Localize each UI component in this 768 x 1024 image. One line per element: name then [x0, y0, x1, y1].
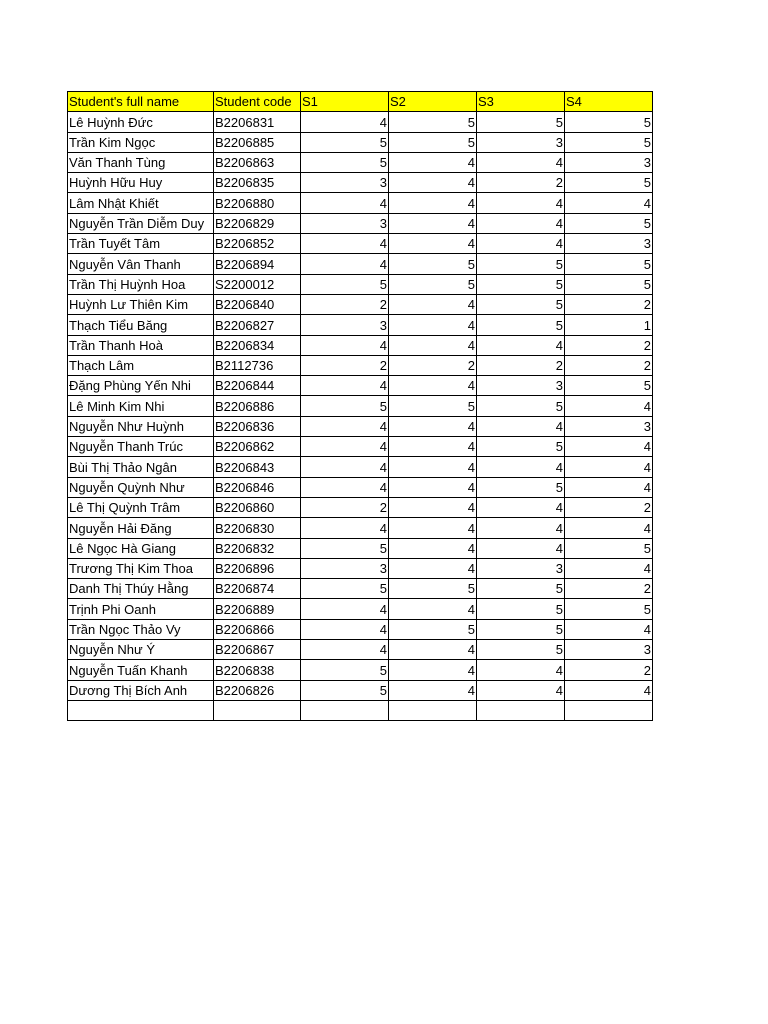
cell-s4[interactable]: 4 [565, 193, 653, 213]
cell-s3[interactable]: 5 [477, 477, 565, 497]
cell-s2[interactable]: 5 [389, 254, 477, 274]
cell-s4[interactable]: 4 [565, 396, 653, 416]
cell-s2[interactable]: 4 [389, 680, 477, 700]
cell-s1[interactable]: 4 [301, 112, 389, 132]
cell-s2[interactable]: 5 [389, 619, 477, 639]
cell-s3[interactable]: 4 [477, 416, 565, 436]
cell-s1[interactable]: 4 [301, 477, 389, 497]
cell-s2[interactable]: 5 [389, 132, 477, 152]
cell-full-name[interactable]: Văn Thanh Tùng [68, 152, 214, 172]
cell-s4[interactable]: 5 [565, 538, 653, 558]
cell-student-code[interactable]: B2206852 [214, 234, 301, 254]
cell-s1[interactable]: 3 [301, 558, 389, 578]
cell-s1[interactable]: 4 [301, 335, 389, 355]
cell-full-name[interactable]: Lê Minh Kim Nhi [68, 396, 214, 416]
cell-s1[interactable]: 4 [301, 599, 389, 619]
cell-s3[interactable]: 5 [477, 396, 565, 416]
cell-s3[interactable]: 2 [477, 355, 565, 375]
table-row [68, 152, 653, 172]
table-row [68, 335, 653, 355]
cell-full-name[interactable]: Trần Tuyết Tâm [68, 234, 214, 254]
cell-s3[interactable]: 5 [477, 112, 565, 132]
student-scores-table [67, 91, 653, 721]
cell-student-code[interactable] [214, 700, 301, 720]
cell-full-name[interactable] [68, 700, 214, 720]
cell-s4[interactable]: 5 [565, 274, 653, 294]
table-row [68, 213, 653, 233]
table-row [68, 680, 653, 700]
cell-s3[interactable]: 4 [477, 497, 565, 517]
cell-student-code[interactable]: B2112736 [214, 355, 301, 375]
cell-s4[interactable]: 5 [565, 132, 653, 152]
cell-s1[interactable]: 4 [301, 193, 389, 213]
cell-s2[interactable]: 5 [389, 112, 477, 132]
cell-full-name[interactable]: Trần Kim Ngọc [68, 132, 214, 152]
cell-full-name[interactable]: Bùi Thị Thảo Ngân [68, 457, 214, 477]
cell-s3[interactable]: 5 [477, 437, 565, 457]
cell-s1[interactable]: 5 [301, 680, 389, 700]
table-row [68, 579, 653, 599]
cell-student-code[interactable]: S2200012 [214, 274, 301, 294]
cell-full-name[interactable]: Danh Thị Thúy Hằng [68, 579, 214, 599]
cell-s3[interactable]: 4 [477, 335, 565, 355]
cell-s1[interactable] [301, 700, 389, 720]
table-row [68, 274, 653, 294]
cell-s3[interactable]: 4 [477, 680, 565, 700]
cell-student-code[interactable]: B2206867 [214, 640, 301, 660]
cell-s1[interactable]: 5 [301, 152, 389, 172]
cell-student-code[interactable]: B2206834 [214, 335, 301, 355]
header-cell-s1[interactable]: S1 [301, 92, 389, 112]
cell-s3[interactable] [477, 700, 565, 720]
cell-s4[interactable]: 3 [565, 416, 653, 436]
cell-s2[interactable]: 4 [389, 457, 477, 477]
table-row [68, 234, 653, 254]
cell-s4[interactable]: 2 [565, 355, 653, 375]
cell-s3[interactable]: 5 [477, 294, 565, 314]
cell-student-code[interactable]: B2206880 [214, 193, 301, 213]
cell-s1[interactable]: 4 [301, 254, 389, 274]
cell-s2[interactable]: 4 [389, 660, 477, 680]
table-row [68, 294, 653, 314]
cell-student-code[interactable]: B2206836 [214, 416, 301, 436]
cell-s3[interactable]: 5 [477, 254, 565, 274]
cell-s1[interactable]: 5 [301, 538, 389, 558]
table-row [68, 640, 653, 660]
cell-s4[interactable]: 4 [565, 518, 653, 538]
table-row [68, 558, 653, 578]
table-row [68, 355, 653, 375]
cell-s3[interactable]: 3 [477, 376, 565, 396]
cell-student-code[interactable]: B2206866 [214, 619, 301, 639]
cell-s2[interactable]: 4 [389, 152, 477, 172]
cell-student-code[interactable]: B2206886 [214, 396, 301, 416]
header-cell-s3[interactable]: S3 [477, 92, 565, 112]
table-row [68, 477, 653, 497]
cell-s2[interactable]: 4 [389, 376, 477, 396]
cell-s2[interactable]: 4 [389, 193, 477, 213]
cell-student-code[interactable]: B2206838 [214, 660, 301, 680]
cell-s2[interactable]: 4 [389, 640, 477, 660]
cell-student-code[interactable]: B2206826 [214, 680, 301, 700]
table-row [68, 700, 653, 720]
cell-s4[interactable]: 4 [565, 477, 653, 497]
cell-s3[interactable]: 5 [477, 619, 565, 639]
cell-full-name[interactable]: Nguyễn Như Ý [68, 640, 214, 660]
cell-student-code[interactable]: B2206885 [214, 132, 301, 152]
cell-s4[interactable]: 3 [565, 152, 653, 172]
table-row [68, 416, 653, 436]
cell-s2[interactable]: 4 [389, 335, 477, 355]
cell-student-code[interactable]: B2206843 [214, 457, 301, 477]
table-row [68, 437, 653, 457]
cell-s1[interactable]: 5 [301, 396, 389, 416]
cell-s3[interactable]: 3 [477, 558, 565, 578]
cell-s2[interactable]: 4 [389, 477, 477, 497]
cell-full-name[interactable]: Trương Thị Kim Thoa [68, 558, 214, 578]
cell-s1[interactable]: 5 [301, 660, 389, 680]
cell-s2[interactable]: 4 [389, 213, 477, 233]
cell-s2[interactable]: 4 [389, 416, 477, 436]
cell-full-name[interactable]: Huỳnh Lư Thiên Kim [68, 294, 214, 314]
cell-student-code[interactable]: B2206830 [214, 518, 301, 538]
cell-student-code[interactable]: B2206889 [214, 599, 301, 619]
cell-s3[interactable]: 2 [477, 173, 565, 193]
cell-s4[interactable]: 5 [565, 376, 653, 396]
cell-s1[interactable]: 3 [301, 173, 389, 193]
cell-s2[interactable]: 5 [389, 274, 477, 294]
cell-full-name[interactable]: Huỳnh Hữu Huy [68, 173, 214, 193]
cell-full-name[interactable]: Thạch Tiểu Băng [68, 315, 214, 335]
cell-student-code[interactable]: B2206831 [214, 112, 301, 132]
cell-s2[interactable]: 4 [389, 518, 477, 538]
cell-s1[interactable]: 4 [301, 416, 389, 436]
cell-s4[interactable]: 5 [565, 213, 653, 233]
table-row [68, 599, 653, 619]
cell-s4[interactable]: 1 [565, 315, 653, 335]
cell-full-name[interactable]: Trần Ngọc Thảo Vy [68, 619, 214, 639]
cell-student-code[interactable]: B2206829 [214, 213, 301, 233]
cell-s1[interactable]: 4 [301, 437, 389, 457]
cell-s4[interactable]: 3 [565, 234, 653, 254]
header-cell-full-name[interactable]: Student's full name [68, 92, 214, 112]
cell-s3[interactable]: 4 [477, 457, 565, 477]
cell-s2[interactable]: 4 [389, 558, 477, 578]
table-row [68, 660, 653, 680]
cell-s2[interactable]: 2 [389, 355, 477, 375]
cell-s1[interactable]: 2 [301, 355, 389, 375]
cell-s2[interactable]: 4 [389, 437, 477, 457]
cell-s3[interactable]: 5 [477, 599, 565, 619]
cell-full-name[interactable]: Trần Thị Huỳnh Hoa [68, 274, 214, 294]
cell-full-name[interactable]: Thạch Lâm [68, 355, 214, 375]
cell-full-name[interactable]: Lê Thị Quỳnh Trâm [68, 497, 214, 517]
cell-s2[interactable]: 4 [389, 234, 477, 254]
cell-s2[interactable]: 5 [389, 579, 477, 599]
cell-s4[interactable]: 2 [565, 579, 653, 599]
cell-full-name[interactable]: Trần Thanh Hoà [68, 335, 214, 355]
cell-s2[interactable]: 4 [389, 497, 477, 517]
cell-s1[interactable]: 4 [301, 518, 389, 538]
cell-student-code[interactable]: B2206894 [214, 254, 301, 274]
table-row [68, 315, 653, 335]
cell-s3[interactable]: 3 [477, 132, 565, 152]
cell-s4[interactable]: 5 [565, 254, 653, 274]
cell-student-code[interactable]: B2206840 [214, 294, 301, 314]
table-row [68, 396, 653, 416]
cell-student-code[interactable]: B2206874 [214, 579, 301, 599]
cell-s2[interactable] [389, 700, 477, 720]
cell-s2[interactable]: 4 [389, 599, 477, 619]
table-row [68, 376, 653, 396]
cell-full-name[interactable]: Nguyễn Hải Đăng [68, 518, 214, 538]
cell-s1[interactable]: 4 [301, 619, 389, 639]
table-row [68, 518, 653, 538]
cell-s1[interactable]: 5 [301, 274, 389, 294]
cell-s4[interactable]: 2 [565, 294, 653, 314]
table-row [68, 193, 653, 213]
cell-full-name[interactable]: Trịnh Phi Oanh [68, 599, 214, 619]
cell-s4[interactable] [565, 700, 653, 720]
header-row [68, 92, 653, 112]
table-row [68, 497, 653, 517]
cell-full-name[interactable]: Lê Ngọc Hà Giang [68, 538, 214, 558]
table-row [68, 538, 653, 558]
cell-s3[interactable]: 5 [477, 579, 565, 599]
cell-s4[interactable]: 3 [565, 640, 653, 660]
cell-s3[interactable]: 4 [477, 538, 565, 558]
cell-s2[interactable]: 4 [389, 294, 477, 314]
cell-s2[interactable]: 4 [389, 538, 477, 558]
cell-s1[interactable]: 3 [301, 213, 389, 233]
table-row [68, 132, 653, 152]
cell-s3[interactable]: 4 [477, 660, 565, 680]
cell-full-name[interactable]: Dương Thị Bích Anh [68, 680, 214, 700]
cell-s2[interactable]: 4 [389, 315, 477, 335]
cell-student-code[interactable]: B2206844 [214, 376, 301, 396]
cell-s1[interactable]: 2 [301, 497, 389, 517]
table-row [68, 254, 653, 274]
cell-student-code[interactable]: B2206835 [214, 173, 301, 193]
cell-s2[interactable]: 5 [389, 396, 477, 416]
cell-s3[interactable]: 4 [477, 234, 565, 254]
cell-s1[interactable]: 5 [301, 579, 389, 599]
cell-s3[interactable]: 5 [477, 274, 565, 294]
cell-full-name[interactable]: Lê Huỳnh Đức [68, 112, 214, 132]
cell-s4[interactable]: 2 [565, 335, 653, 355]
table-row [68, 173, 653, 193]
cell-student-code[interactable]: B2206863 [214, 152, 301, 172]
cell-student-code[interactable]: B2206846 [214, 477, 301, 497]
cell-s4[interactable]: 2 [565, 497, 653, 517]
cell-full-name[interactable]: Nguyễn Thanh Trúc [68, 437, 214, 457]
cell-s4[interactable]: 4 [565, 457, 653, 477]
cell-student-code[interactable]: B2206896 [214, 558, 301, 578]
header-cell-s4[interactable]: S4 [565, 92, 653, 112]
cell-full-name[interactable]: Nguyễn Trần Diễm Duy [68, 213, 214, 233]
cell-full-name[interactable]: Lâm Nhật Khiết [68, 193, 214, 213]
cell-full-name[interactable]: Nguyễn Quỳnh Như [68, 477, 214, 497]
cell-full-name[interactable]: Nguyễn Tuấn Khanh [68, 660, 214, 680]
cell-s3[interactable]: 4 [477, 152, 565, 172]
cell-s4[interactable]: 4 [565, 680, 653, 700]
cell-s4[interactable]: 4 [565, 558, 653, 578]
cell-s4[interactable]: 4 [565, 619, 653, 639]
cell-student-code[interactable]: B2206862 [214, 437, 301, 457]
cell-s1[interactable]: 5 [301, 132, 389, 152]
cell-s3[interactable]: 4 [477, 213, 565, 233]
cell-s2[interactable]: 4 [389, 173, 477, 193]
cell-s1[interactable]: 4 [301, 457, 389, 477]
cell-s3[interactable]: 4 [477, 518, 565, 538]
cell-s1[interactable]: 4 [301, 640, 389, 660]
cell-full-name[interactable]: Nguyễn Như Huỳnh [68, 416, 214, 436]
header-cell-student-code[interactable]: Student code [214, 92, 301, 112]
cell-s4[interactable]: 2 [565, 660, 653, 680]
cell-s3[interactable]: 5 [477, 640, 565, 660]
header-cell-s2[interactable]: S2 [389, 92, 477, 112]
cell-s1[interactable]: 4 [301, 376, 389, 396]
cell-s3[interactable]: 4 [477, 193, 565, 213]
cell-s4[interactable]: 5 [565, 599, 653, 619]
table-row [68, 457, 653, 477]
cell-student-code[interactable]: B2206827 [214, 315, 301, 335]
cell-student-code[interactable]: B2206832 [214, 538, 301, 558]
cell-s4[interactable]: 4 [565, 437, 653, 457]
cell-full-name[interactable]: Đặng Phùng Yến Nhi [68, 376, 214, 396]
cell-student-code[interactable]: B2206860 [214, 497, 301, 517]
cell-s1[interactable]: 2 [301, 294, 389, 314]
cell-s4[interactable]: 5 [565, 112, 653, 132]
cell-s1[interactable]: 4 [301, 234, 389, 254]
cell-s3[interactable]: 5 [477, 315, 565, 335]
table-row [68, 619, 653, 639]
table-row [68, 112, 653, 132]
cell-full-name[interactable]: Nguyễn Vân Thanh [68, 254, 214, 274]
cell-s4[interactable]: 5 [565, 173, 653, 193]
cell-s1[interactable]: 3 [301, 315, 389, 335]
